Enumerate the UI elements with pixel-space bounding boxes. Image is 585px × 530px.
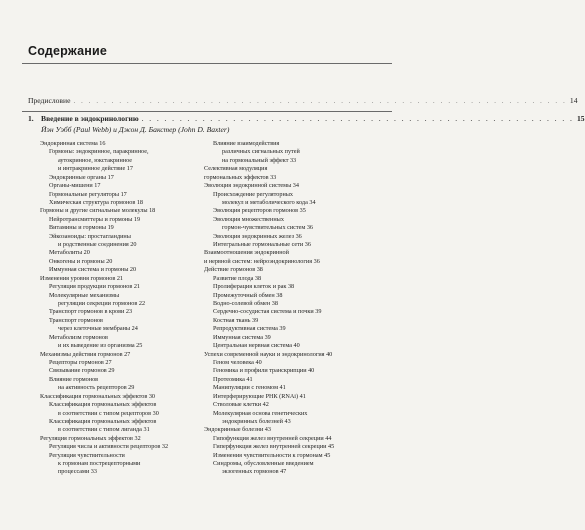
toc-subentry: Влияние взаимодействия	[213, 140, 280, 147]
toc-entry-chapter-1[interactable]	[28, 114, 585, 123]
toc-subentry: Регуляция числа и активности рецепторов 32	[49, 443, 169, 451]
toc-entry-page: 15	[576, 114, 585, 123]
toc-subentry: Эволюция рецепторов гормонов 35	[213, 207, 306, 215]
toc-subentry: Химическая структура гормонов 18	[49, 198, 144, 206]
toc-subentry: эндокринных болезней 43	[222, 417, 291, 425]
toc-subentry: Эйкозаноиды: простагландины	[49, 232, 131, 240]
toc-entry-label	[28, 114, 139, 123]
toc-subentry: Регуляция чувствительности	[49, 451, 125, 459]
toc-subentry: Промежуточный обмен 38	[213, 291, 283, 299]
toc-subentry: к гормонам пострецепторными	[58, 460, 141, 468]
toc-subentry: Эндокринные органы 17	[49, 173, 114, 181]
leader-dots: . . . . . . . . . . . . . . . . . . . . . . . . . . . . . . . . . . . . . . . . . . . . . . . . . . . . . . . . . . . . . . . . .	[73, 98, 567, 105]
toc-subentry: Рецепторы гормонов 27	[49, 358, 112, 366]
top-rule	[22, 63, 392, 64]
toc-subentry: Эндокринная система 16	[40, 140, 106, 147]
toc-subentry: аутокринное, юкстакринное	[58, 156, 132, 164]
toc-subentry: Изменения чувствительности к гормонам 45	[213, 451, 331, 459]
toc-subentry: Гиперфункция желез внутренней секреции 45	[213, 443, 335, 451]
toc-subentry: Успехи современной науки и эндокринология 40	[204, 350, 333, 358]
chapter-authors: Йэн Уэбб (Paul Webb) и Джон Д. Бакстер (John D. Baxter)	[41, 125, 230, 134]
toc-subentry: Репродуктивная система 39	[213, 325, 286, 333]
toc-subentry: Геномика и профили транскрипции 40	[213, 367, 315, 375]
toc-subentry: процессами 33	[58, 468, 97, 476]
toc-subentry: Метаболиты 20	[49, 249, 90, 257]
toc-subentry: Гормоны: эндокринное, паракринное,	[49, 148, 149, 156]
toc-subentry: Классификация гормональных эффектов 30	[40, 392, 156, 400]
toc-subentry: Влияние гормонов	[49, 375, 99, 383]
toc-subentry: на гормональный эффект 33	[222, 156, 297, 164]
toc-subentry: регуляции секреции гормонов 22	[58, 300, 146, 308]
toc-subentry: Метаболизм гормонов	[49, 333, 108, 341]
toc-subentry: Действие гормонов 38	[204, 266, 263, 274]
toc-entry-preface[interactable]	[28, 96, 578, 105]
toc-subentry: Иммунная система 39	[213, 333, 271, 341]
toc-subentry: в соответствии с типом рецепторов 30	[58, 409, 159, 417]
toc-subentry: Развитие плода 38	[213, 274, 262, 282]
toc-subentry: на активность рецепторов 29	[58, 384, 135, 392]
toc-subentry: Манипуляции с геномом 41	[213, 384, 286, 392]
toc-subentry: Классификация гормональных эффектов	[49, 401, 157, 409]
toc-subentry: Водно-солевой обмен 38	[213, 300, 278, 308]
toc-subentry: Механизмы действия гормонов 27	[40, 350, 131, 358]
toc-subentry: в соответствии с типом лиганда 31	[58, 426, 150, 434]
page-title: Содержание	[28, 44, 108, 58]
toc-subentry: и их выведение из организма 25	[58, 342, 143, 350]
toc-subentry: Стволовые клетки 42	[213, 401, 269, 409]
toc-subentry: и нервной систем: нейроэндокринология 36	[204, 257, 320, 265]
toc-subentry: Геном человека 40	[213, 358, 262, 366]
toc-subentry: Транспорт гормонов	[49, 316, 103, 324]
toc-subentry: через клеточные мембраны 24	[58, 325, 138, 333]
toc-subentry: Протеомика 41	[213, 375, 253, 383]
toc-subentry: Эволюция эндокринных желез 36	[213, 232, 302, 240]
toc-subentry: Интегральные гормональные сети 36	[213, 241, 311, 249]
toc-subentry: Эволюция эндокринной системы 34	[204, 182, 299, 190]
toc-subentry: экзогенных гормонов 47	[222, 468, 287, 476]
section-rule	[22, 111, 392, 112]
toc-subentry: молекул и метаболического кода 34	[222, 198, 316, 206]
toc-subentry: Взаимоотношения эндокринной	[204, 249, 289, 257]
toc-subentry: Изменения уровня гормонов 21	[40, 274, 124, 282]
toc-subentry: гормональных эффектов 33	[204, 173, 277, 181]
toc-subentry: Витамины и гормоны 19	[49, 224, 114, 232]
toc-subentry: и интракринное действие 17	[58, 165, 133, 173]
toc-entry-label: Предисловие	[28, 96, 71, 105]
toc-subentry: Онкогены и гормоны 20	[49, 257, 113, 265]
chapter-title: Введение в эндокринологию	[41, 114, 139, 123]
toc-subentry: гормон-чувствительных систем 36	[222, 224, 314, 232]
toc-subentry: Пролиферация клеток и рак 38	[213, 283, 295, 291]
toc-subentry: Гипофункция желез внутренней секреции 44	[213, 434, 332, 442]
toc-entry-page: 14	[569, 96, 578, 105]
toc-subentry: Связывание гормонов 29	[49, 367, 115, 375]
toc-right-column	[204, 140, 394, 477]
toc-subentry: Интерферирующие РНК (RNAi) 41	[213, 392, 306, 400]
toc-subentry: Происхождение регуляторных	[213, 190, 294, 198]
toc-subentry: Нейротрансмиттеры и гормоны 19	[49, 215, 141, 223]
toc-subentry: различных сигнальных путей	[222, 148, 300, 156]
toc-left-column	[40, 140, 188, 477]
toc-subentry: и родственные соединения 20	[58, 241, 137, 249]
toc-subentry: Синдромы, обусловленные введением	[213, 460, 314, 468]
toc-subentry: Молекулярная основа генетических	[213, 409, 308, 417]
leader-dots: . . . . . . . . . . . . . . . . . . . . . . . . . . . . . . . . . . . . . . . . . . . . . . . . . . . . . . . . .	[141, 116, 574, 123]
toc-subentry: Костная ткань 39	[213, 316, 259, 324]
toc-subentry: Транспорт гормонов в крови 23	[49, 308, 133, 316]
toc-subentry: Гормоны и другие сигнальные молекулы 18	[40, 207, 156, 215]
toc-subentry: Органы-мишени 17	[49, 182, 101, 190]
toc-subentry: Регуляция продукции гормонов 21	[49, 283, 141, 291]
toc-subentry: Классификация гормональных эффектов	[49, 417, 157, 425]
toc-subentry: Центральная нервная система 40	[213, 342, 300, 350]
toc-subentry: Гормональные регуляторы 17	[49, 190, 127, 198]
toc-subentry: Регуляция гормональных эффектов 32	[40, 434, 141, 442]
chapter-number: 1.	[28, 114, 34, 123]
toc-subentry: Сердечно-сосудистая система и почки 39	[213, 308, 322, 316]
toc-subentry: Селективная модуляция	[204, 165, 268, 173]
toc-subentry: Эндокринные болезни 43	[204, 426, 271, 434]
toc-subentry: Иммунная система и гормоны 20	[49, 266, 137, 274]
toc-subentry: Молекулярные механизмы	[49, 291, 120, 299]
toc-subentry: Эволюция множественных	[213, 215, 284, 223]
